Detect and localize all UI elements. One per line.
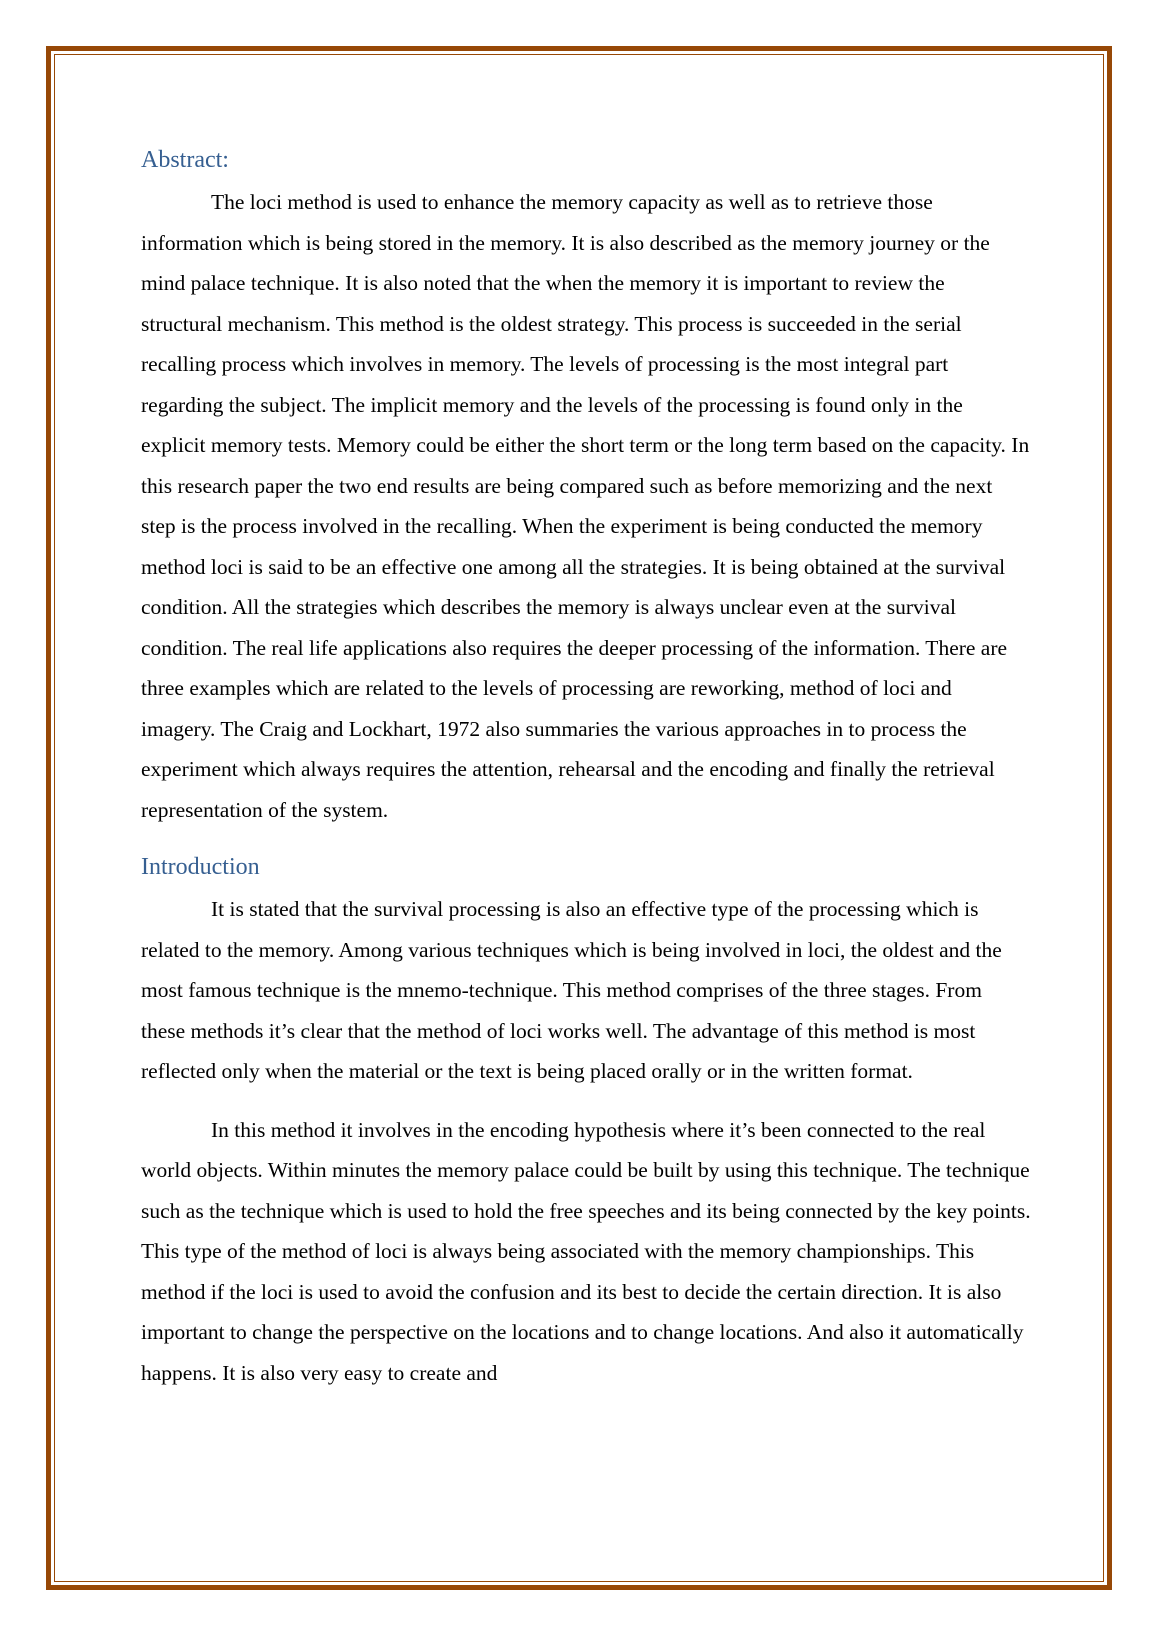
introduction-section xyxy=(141,847,1031,1393)
abstract-paragraph: The loci method is used to enhance the memory capacity as well as to retrieve those information which is being stored in the memory. It is also described as the memory journey or the mind palace technique. It is also noted that the when the memory it is important to review the structural mechanism. This method is the oldest strategy. This process is succeeded in the serial recalling process which involves in memory. The levels of processing is the most integral part regarding the subject. The implicit memory and the levels of the processing is found only in the explicit memory tests. Memory could be either the short term or the long term based on the capacity. In this research paper the two end results are being compared such as before memorizing and the next step is the process involved in the recalling. When the experiment is being conducted the memory method loci is said to be an effective one among all the strategies. It is being obtained at the survival condition. All the strategies which describes the memory is always unclear even at the survival condition. The real life applications also requires the deeper processing of the information. There are three examples which are related to the levels of processing are reworking, method of loci and imagery. The Craig and Lockhart, 1972 also summaries the various approaches in to process the experiment which always requires the attention, rehearsal and the encoding and finally the retrieval representation of the system. xyxy=(141,190,1030,822)
introduction-heading: Introduction xyxy=(141,854,260,880)
introduction-paragraph: It is stated that the survival processing is also an effective type of the processing which is related to the memory. Among various techniques which is being involved in loci, the oldest and the most famous technique is the mnemo-technique. This method comprises of the three stages. From these methods it’s clear that the method of loci works well. The advantage of this method is most reflected only when the material or the text is being placed orally or in the written format. xyxy=(141,897,1002,1083)
abstract-heading: Abstract: xyxy=(141,147,229,173)
abstract-section xyxy=(141,140,1031,830)
document-body xyxy=(141,140,1031,1393)
introduction-paragraph: In this method it involves in the encoding hypothesis where it’s been connected to the real world objects. Within minutes the memory palace could be built by using this technique. The technique such as the technique which is used to hold the free speeches and its being connected by the key points. This type of the method of loci is always being associated with the memory championships. This method if the loci is used to avoid the confusion and its best to decide the certain direction. It is also important to change the perspective on the locations and to change locations. And also it automatically happens. It is also very easy to create and xyxy=(141,1117,1031,1385)
